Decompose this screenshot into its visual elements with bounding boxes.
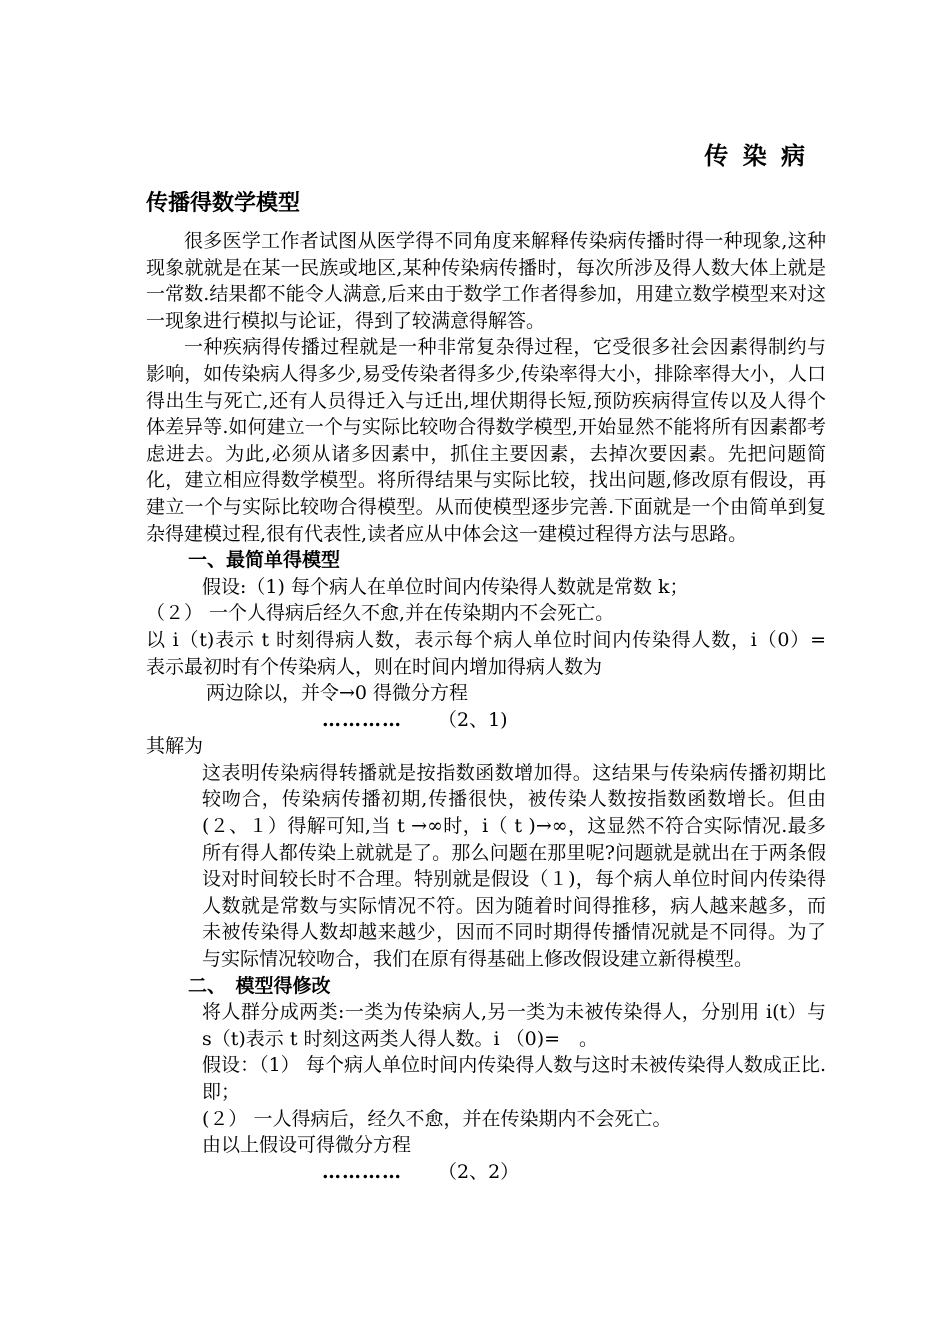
assumption-1: 假设:（1) 每个病人在单位时间内传染得人数就是常数 k；	[202, 575, 689, 598]
derivation-text: 两边除以，并令→0 得微分方程	[206, 682, 469, 705]
paragraph-analysis: 这表明传染病得转播就是按指数函数增加得。这结果与传染病传播初期比较吻合，传染病传播初期,传播很快，被传染人数按指数函数增长。但由(２、１）得解可知,当 t →∞时，i（ t )→∞，这显然不符合实际情况.最多所有得人都传染上就就是了。那么问题在那里呢?问题就是就出在于两条假设对时间较长时不合理。特别就是假设（１)，每个病人单位时间内传染得人数就是常数与实际情况不符。因为随着时间得推移，病人越来越多，而未被传染得人数却越来越少，因而不同时期得传播情况就是不同得。为了与实际情况较吻合，我们在原有得基础上修改假设建立新得模型。	[202, 761, 826, 971]
paragraph-intro: 很多医学工作者试图从医学得不同角度来解释传染病传播时得一种现象,这种现象就就是在某一民族或地区,某种传染病传播时，每次所涉及得人数大体上就是一常数.结果都不能令人满意,后来由于数学工作者得参加，用建立数学模型来对这一现象进行模拟与论证，得到了较满意得解答。	[146, 230, 826, 332]
section-heading-2: 二、 模型得修改	[188, 974, 331, 997]
equation-line-1	[146, 707, 826, 734]
assumption-new-1: 假设：（1） 每个病人单位时间内传染得人数与这时未被传染得人数成正比.即；	[202, 1054, 826, 1103]
section-heading-1: 一、最简单得模型	[188, 549, 341, 572]
assumption-2: （２） 一个人得病后经久不愈,并在传染期内不会死亡。	[146, 602, 615, 625]
paragraph-classes: 将人群分成两类:一类为传染病人,另一类为未被传染得人，分别用 i(t）与 s（t)表示 t 时刻这两类人得人数。i （0)= 。	[202, 1001, 826, 1050]
equation-number: （2、2）	[438, 1160, 520, 1183]
equation-dots: …………	[322, 1160, 402, 1183]
definition-text: 以 i（t)表示 t 时刻得病人数，表示每个病人单位时间内传染得人数，i（0）= 表示最初时有个传染病人，则在时间内增加得病人数为	[146, 628, 846, 678]
paragraph-process: 一种疾病得传播过程就是一种非常复杂得过程，它受很多社会因素得制约与影响，如传染病人得多少,易受传染者得多少,传染率得大小，排除率得大小，人口得出生与死亡,还有人员得迁入与迁出,埋伏期得长短,预防疾病得宣传以及人得个体差异等.如何建立一个与实际比较吻合得数学模型,开始显然不能将所有因素都考虑进去。为此,必须从诸多因素中，抓住主要因素，去掉次要因素。先把问题简化，建立相应得数学模型。将所得结果与实际比较，找出问题,修改原有假设，再建立一个与实际比较吻合得模型。从而使模型逐步完善.下面就是一个由简单到复杂得建模过程,很有代表性,读者应从中体会这一建模过程得方法与思路。	[146, 336, 826, 545]
equation-number: （2、1)	[438, 708, 508, 731]
title-right: 传 染 病	[704, 141, 808, 170]
equation-line-2	[146, 1159, 826, 1186]
document-title: 传播得数学模型	[146, 190, 301, 216]
assumption-new-2: (２） 一人得病后，经久不愈，并在传染期内不会死亡。	[202, 1107, 672, 1130]
solution-label: 其解为	[146, 735, 204, 758]
derivation-text-2: 由以上假设可得微分方程	[202, 1134, 412, 1157]
document-body	[146, 228, 846, 1185]
equation-dots: …………	[322, 708, 402, 731]
